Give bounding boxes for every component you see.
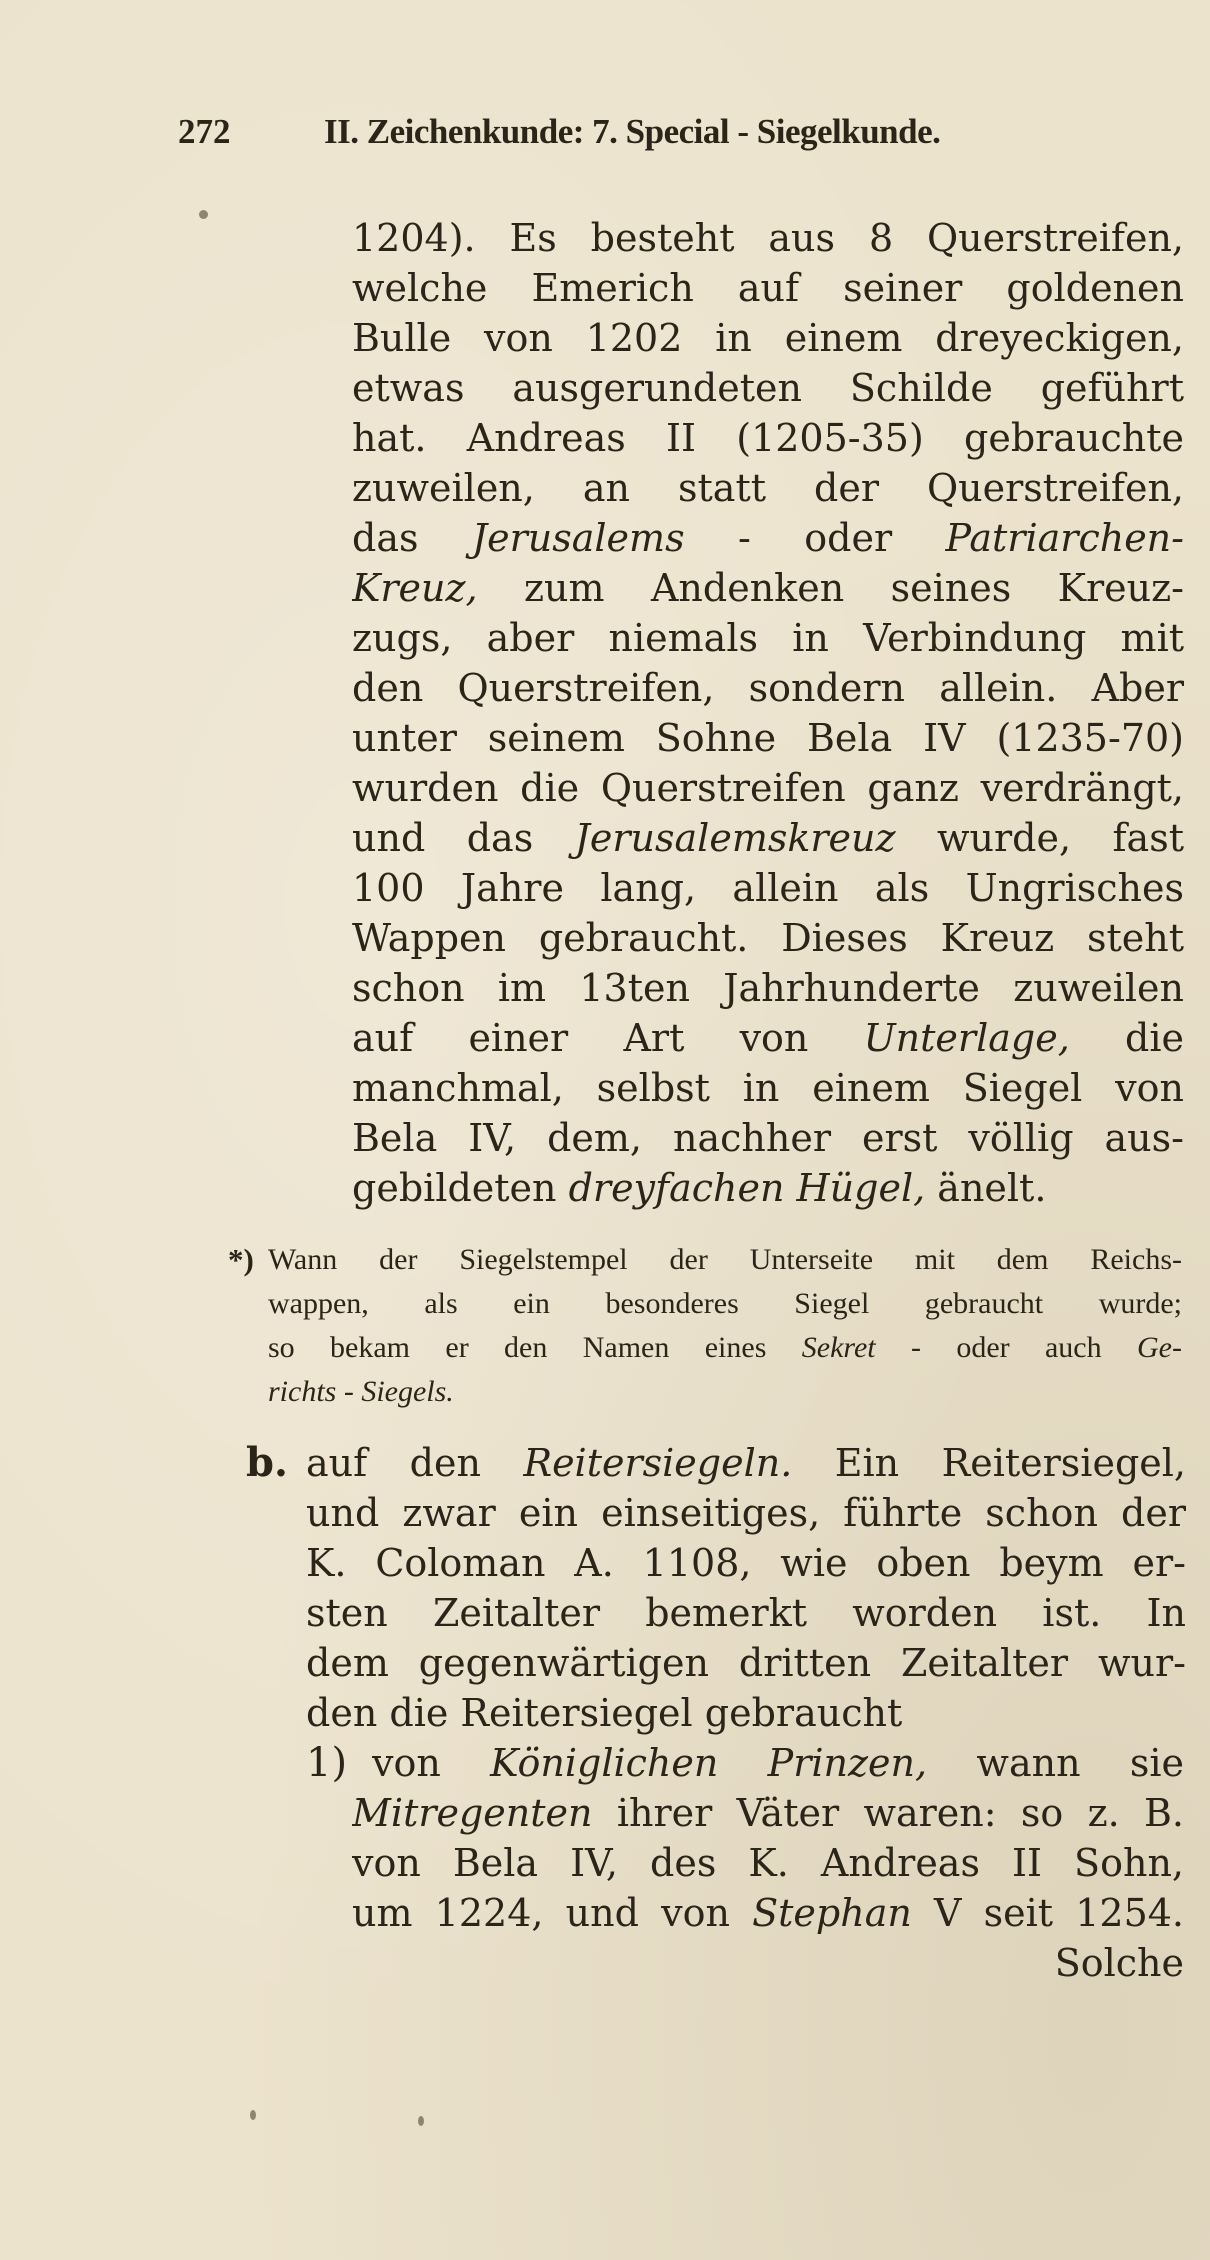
text-run: von <box>372 1741 491 1785</box>
text-line <box>352 813 1184 863</box>
text-line <box>352 1788 1184 1838</box>
text-line <box>372 1738 1184 1788</box>
text-line: wurden die Querstreifen ganz verdrängt, <box>352 766 1184 810</box>
text-line: Bela IV, dem, nachher erst völlig aus- <box>352 1116 1184 1160</box>
catchword: Solche <box>1054 1941 1184 1985</box>
text-line <box>352 1013 1184 1063</box>
text-line <box>352 513 1184 563</box>
text-line: zuweilen, an statt der Querstreifen, <box>352 466 1184 510</box>
italic-term: Unterlage, <box>863 1016 1070 1060</box>
text-line: den die Reitersiegel gebraucht <box>306 1691 903 1735</box>
text-line: etwas ausgerundeten Schilde geführt <box>352 366 1184 410</box>
list-marker: 1) <box>306 1740 348 1786</box>
page-number: 272 <box>178 112 231 151</box>
text-line: von Bela IV, des K. Andreas II Sohn, <box>352 1841 1184 1885</box>
text-run: um 1224, und von <box>352 1891 753 1935</box>
text-line <box>352 563 1184 613</box>
text-run: V seit 1254. <box>911 1891 1184 1935</box>
text-run: - oder <box>684 516 946 560</box>
footnote-marker: *) <box>228 1242 254 1277</box>
footnote-line: wappen, als ein besonderes Siegel gebraucht wurde; <box>268 1287 1182 1320</box>
text-run: änelt. <box>925 1166 1047 1210</box>
text-line: Bulle von 1202 in einem dreyeckigen, <box>352 316 1184 360</box>
text-run: ihrer Väter waren: so z. B. <box>592 1791 1184 1835</box>
text-run: wann sie <box>927 1741 1184 1785</box>
running-header <box>178 112 1118 168</box>
text-line: manchmal, selbst in einem Siegel von <box>352 1066 1184 1110</box>
text-line: K. Coloman A. 1108, wie oben beym er- <box>306 1541 1186 1585</box>
text-line: Wappen gebraucht. Dieses Kreuz steht <box>352 916 1184 960</box>
text-line: zugs, aber niemals in Verbindung mit <box>352 616 1184 660</box>
text-line: und zwar ein einseitiges, führte schon der <box>306 1491 1186 1535</box>
ink-speck <box>199 210 208 219</box>
italic-term: dreyfachen Hügel, <box>568 1166 926 1210</box>
section-marker: b. <box>246 1439 288 1486</box>
text-run: Ein Reitersiegel, <box>792 1441 1186 1485</box>
italic-term: Königlichen Prinzen, <box>490 1741 928 1785</box>
header-title: II. Zeichenkunde: 7. Special - Siegelkunde. <box>324 112 941 151</box>
text-run: auf einer Art von <box>352 1016 864 1060</box>
italic-term: richts - Siegels. <box>268 1375 454 1408</box>
italic-term: Ge- <box>1137 1331 1182 1364</box>
text-line <box>306 1438 1186 1488</box>
italic-term: Patriarchen- <box>945 516 1184 560</box>
text-run: gebildeten <box>352 1166 569 1210</box>
italic-term: Sekret <box>801 1331 876 1364</box>
footnote-line <box>268 1326 1182 1370</box>
italic-term: Mitregenten <box>352 1791 593 1835</box>
text-line: schon im 13ten Jahrhunderte zuweilen <box>352 966 1184 1010</box>
text-line: 1204). Es besteht aus 8 Querstreifen, <box>352 216 1184 260</box>
footnote-line <box>268 1370 1182 1414</box>
text-line: dem gegenwärtigen dritten Zeitalter wur- <box>306 1641 1186 1685</box>
italic-term: Kreuz, <box>352 566 478 610</box>
text-line: 100 Jahre lang, allein als Ungrisches <box>352 866 1184 910</box>
text-run: zum Andenken seines Kreuz- <box>477 566 1184 610</box>
italic-term: Jerusalems <box>471 516 685 560</box>
footnote-line: Wann der Siegelstempel der Unterseite mit dem Reichs- <box>268 1243 1182 1276</box>
text-line <box>352 1888 1184 1938</box>
ink-speck <box>418 2116 424 2126</box>
text-run: die <box>1069 1016 1184 1060</box>
text-run: auf den <box>306 1441 524 1485</box>
text-line: den Querstreifen, sondern allein. Aber <box>352 666 1184 710</box>
italic-term: Stephan <box>752 1891 912 1935</box>
text-run: das <box>352 516 472 560</box>
text-run: so bekam er den Namen eines <box>268 1331 802 1364</box>
italic-term: Reitersiegeln. <box>523 1441 793 1485</box>
text-line: sten Zeitalter bemerkt worden ist. In <box>306 1591 1186 1635</box>
ink-speck <box>250 2110 256 2120</box>
text-run: - oder auch <box>875 1331 1137 1364</box>
italic-term: Jerusalemskreuz <box>574 816 896 860</box>
text-run: und das <box>352 816 575 860</box>
text-line: unter seinem Sohne Bela IV (1235-70) <box>352 716 1184 760</box>
text-line <box>352 1163 1184 1213</box>
text-run: wurde, fast <box>895 816 1184 860</box>
text-line: hat. Andreas II (1205-35) gebrauchte <box>352 416 1184 460</box>
text-line: welche Emerich auf seiner goldenen <box>352 266 1184 310</box>
